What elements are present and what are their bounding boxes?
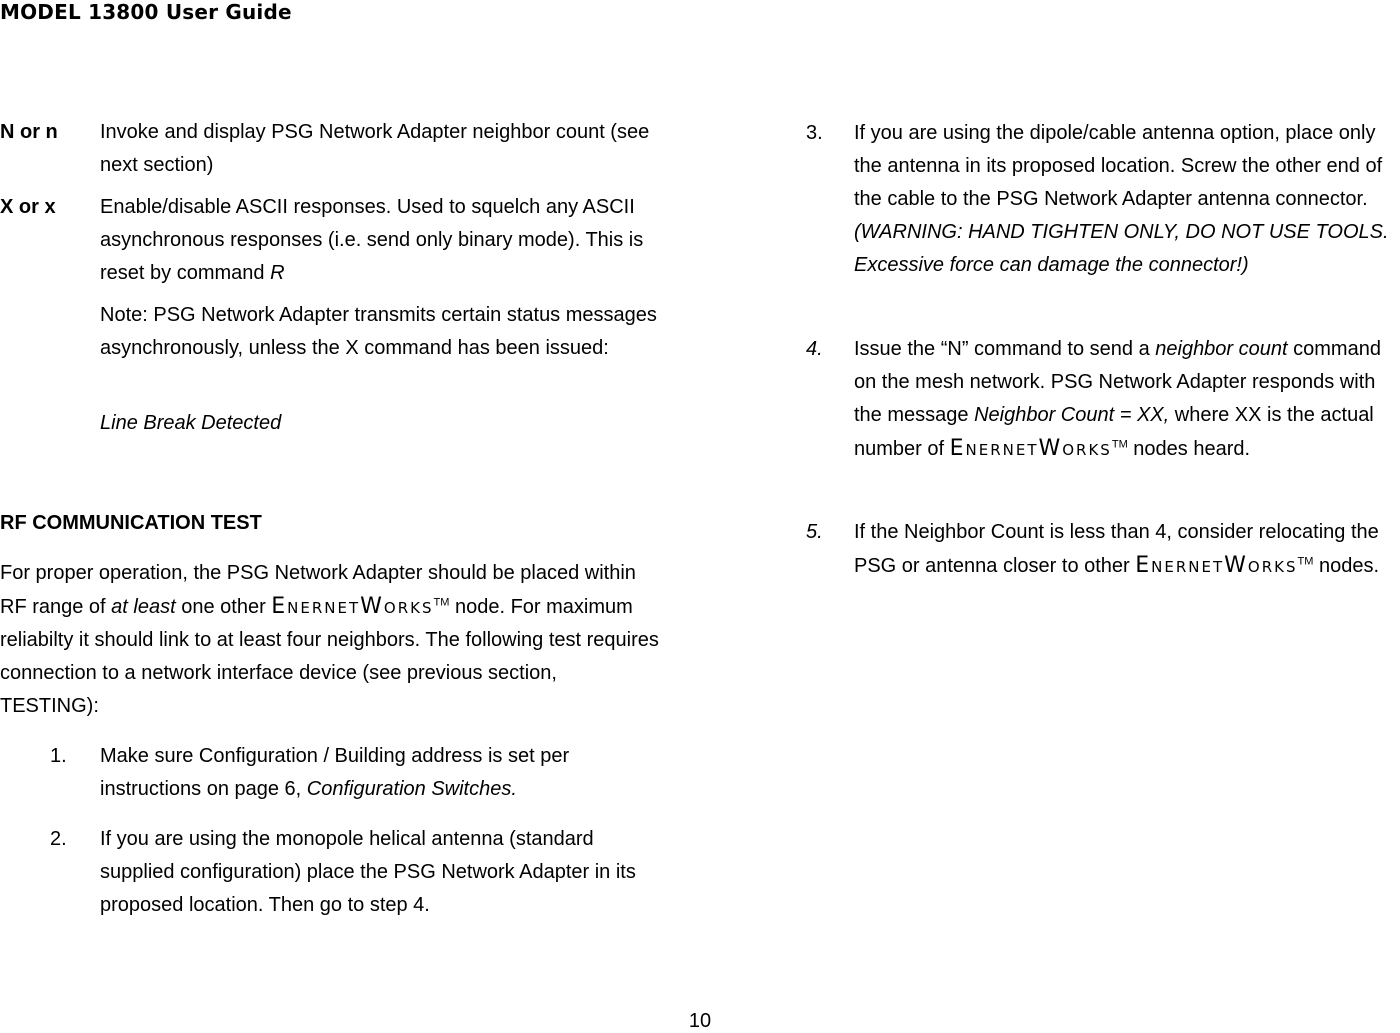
step-1-number: 1. [50, 745, 67, 767]
step-1-text: Make sure Configuration / Building address is set per instructions on page 6, Configuration Switches. [100, 745, 570, 800]
line-break-message: Line Break Detected [100, 412, 282, 434]
command-desc-n: Invoke and display PSG Network Adapter neighbor count (see next section) [100, 121, 650, 176]
step-4-text: Issue the “N” command to send a neighbor count command on the mesh network. PSG Network Adapter responds with the message Neighbor Count = XX, where XX is the actual number of EnernetWorks™ nodes heard. [854, 338, 1381, 461]
step-5-text: If the Neighbor Count is less than 4, consider relocating the PSG or antenna closer to other EnernetWorks™ nodes. [854, 521, 1380, 578]
intro-paragraph: For proper operation, the PSG Network Adapter should be placed within RF range of at least one other EnernetWorks™ node. For maximum reliabilty it should link to at least four neighbors. The following test requires connection to a network interface device (see previous section, TESTING): [0, 562, 659, 717]
step-2-text: If you are using the monopole helical antenna (standard supplied configuration) place the PSG Network Adapter in its proposed location. Then go to step 4. [100, 828, 636, 916]
step-3-text: If you are using the dipole/cable antenna option, place only the antenna in its proposed location. Screw the other end of the cable to the PSG Network Adapter antenna connector. (WARNING: HAND TIGHTEN ONLY, DO NOT USE TOOLS. Excessive force can damage the connector!) [854, 122, 1389, 276]
section-heading: RF COMMUNICATION TEST [0, 512, 262, 534]
step-5-number: 5. [806, 521, 823, 543]
step-3-number: 3. [806, 122, 823, 144]
page-number: 10 [688, 1010, 712, 1032]
status-note: Note: PSG Network Adapter transmits certain status messages asynchronously, unless the X command has been issued: [100, 304, 657, 359]
step-4-number: 4. [806, 338, 823, 360]
command-desc-x: Enable/disable ASCII responses. Used to squelch any ASCII asynchronous responses (i.e. send only binary mode). This is reset by command R [100, 196, 644, 284]
command-term-x: X or x [0, 196, 56, 218]
step-2-number: 2. [50, 828, 67, 850]
command-term-n: N or n [0, 121, 58, 143]
document-header: MODEL 13800 User Guide [0, 0, 292, 24]
